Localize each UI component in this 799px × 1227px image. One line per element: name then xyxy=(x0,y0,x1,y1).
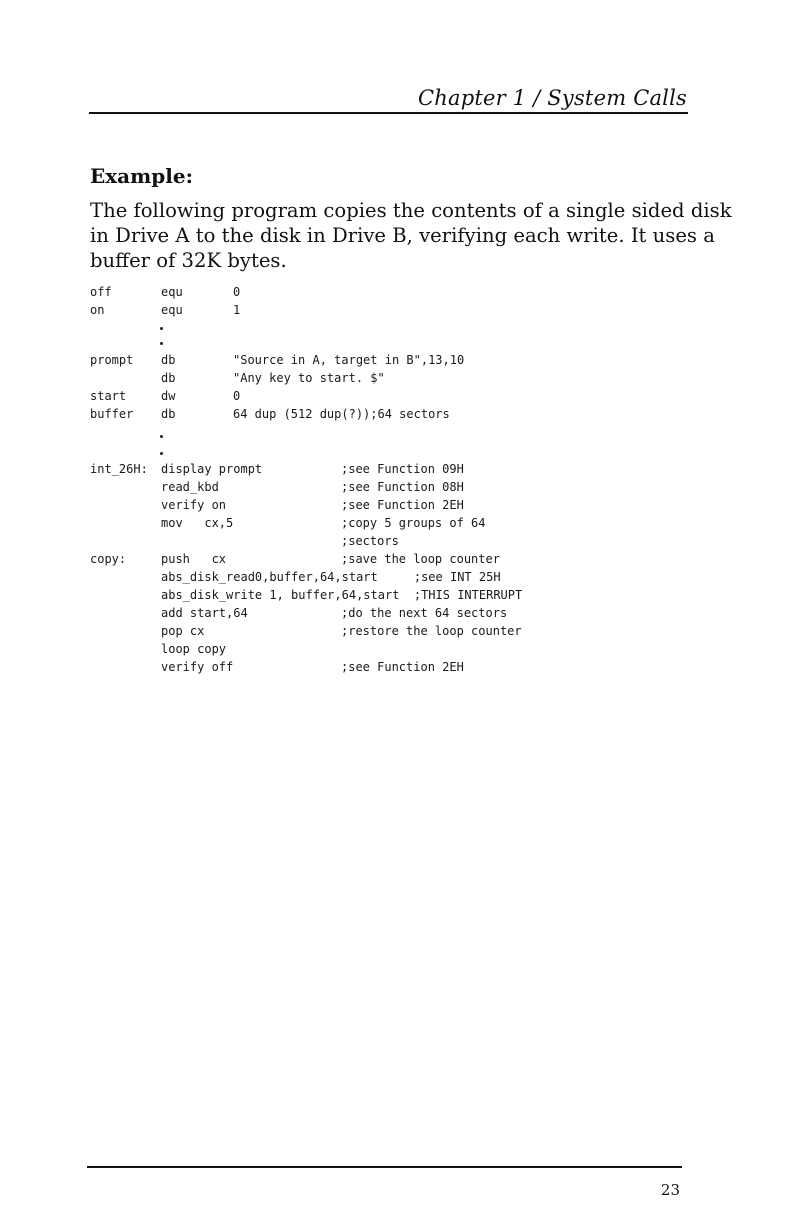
code-comment: ;do the next 64 sectors xyxy=(341,606,508,620)
code-op: read_kbd xyxy=(161,480,219,494)
code-arg: 0 xyxy=(233,285,241,299)
intro-line: in Drive A to the disk in Drive B, verifying each write. It uses a xyxy=(90,224,715,247)
header-rule xyxy=(89,112,688,114)
code-op: pop cx xyxy=(161,624,205,638)
code-line xyxy=(90,514,486,532)
intro-paragraph xyxy=(90,198,732,273)
code-line xyxy=(90,351,465,369)
code-line xyxy=(90,604,508,622)
code-comment: ;sectors xyxy=(341,534,399,548)
code-line xyxy=(90,387,241,405)
code-line xyxy=(90,586,523,604)
code-comment: ;save the loop counter xyxy=(341,552,500,566)
code-op: db xyxy=(161,371,176,385)
code-comment: ;copy 5 groups of 64 xyxy=(341,516,486,530)
code-op: db xyxy=(161,353,176,367)
ellipsis-dot xyxy=(160,435,163,438)
code-line xyxy=(90,460,464,478)
code-op: mov cx,5 xyxy=(161,516,234,530)
code-arg: 0 xyxy=(233,389,241,403)
code-line xyxy=(90,478,464,496)
code-op: display prompt xyxy=(161,462,263,476)
code-line xyxy=(90,622,522,640)
code-op: equ xyxy=(161,285,183,299)
code-line xyxy=(90,550,500,568)
code-label: start xyxy=(90,389,127,403)
code-label: on xyxy=(90,303,105,317)
code-comment: ;see Function 08H xyxy=(341,480,464,494)
code-op: add start,64 xyxy=(161,606,248,620)
ellipsis-dot xyxy=(160,327,163,330)
code-comment: ;see Function 09H xyxy=(341,462,464,476)
code-op: dw xyxy=(161,389,176,403)
code-arg: "Any key to start. $" xyxy=(233,371,385,385)
intro-line: The following program copies the contents of a single sided disk xyxy=(90,199,732,222)
intro-line: buffer of 32K bytes. xyxy=(90,249,287,272)
page-number: 23 xyxy=(660,1181,680,1199)
code-label: prompt xyxy=(90,353,134,367)
code-arg: 1 xyxy=(233,303,241,317)
code-comment: ;restore the loop counter xyxy=(341,624,522,638)
code-line xyxy=(90,640,227,658)
code-op: db xyxy=(161,407,176,421)
code-arg: 64 dup (512 dup(?));64 sectors xyxy=(233,407,450,421)
code-op: verify off xyxy=(161,660,234,674)
code-op: abs_disk_write 1, buffer,64,start ;THIS INTERRUPT xyxy=(161,588,523,602)
code-label: off xyxy=(90,285,112,299)
code-arg: "Source in A, target in B",13,10 xyxy=(233,353,465,367)
code-line xyxy=(90,658,464,676)
code-label: buffer xyxy=(90,407,134,421)
code-line xyxy=(90,568,501,586)
code-line xyxy=(90,369,385,387)
code-op: push cx xyxy=(161,552,227,566)
code-op: equ xyxy=(161,303,183,317)
code-line xyxy=(90,301,241,319)
ellipsis-dot xyxy=(160,452,163,455)
code-line xyxy=(90,405,450,423)
footer-rule xyxy=(87,1166,682,1168)
code-label: int_26H: xyxy=(90,462,148,476)
code-comment: ;see Function 2EH xyxy=(341,660,464,674)
code-label: copy: xyxy=(90,552,127,566)
code-line xyxy=(90,496,464,514)
ellipsis-dot xyxy=(160,342,163,345)
section-heading: Example: xyxy=(90,164,193,188)
code-op: verify on xyxy=(161,498,227,512)
code-op: loop copy xyxy=(161,642,227,656)
code-op: abs_disk_read0,buffer,64,start ;see INT 25H xyxy=(161,570,501,584)
running-head: Chapter 1 / System Calls xyxy=(417,86,687,110)
code-comment: ;see Function 2EH xyxy=(341,498,464,512)
code-line xyxy=(90,532,399,550)
code-line xyxy=(90,283,241,301)
